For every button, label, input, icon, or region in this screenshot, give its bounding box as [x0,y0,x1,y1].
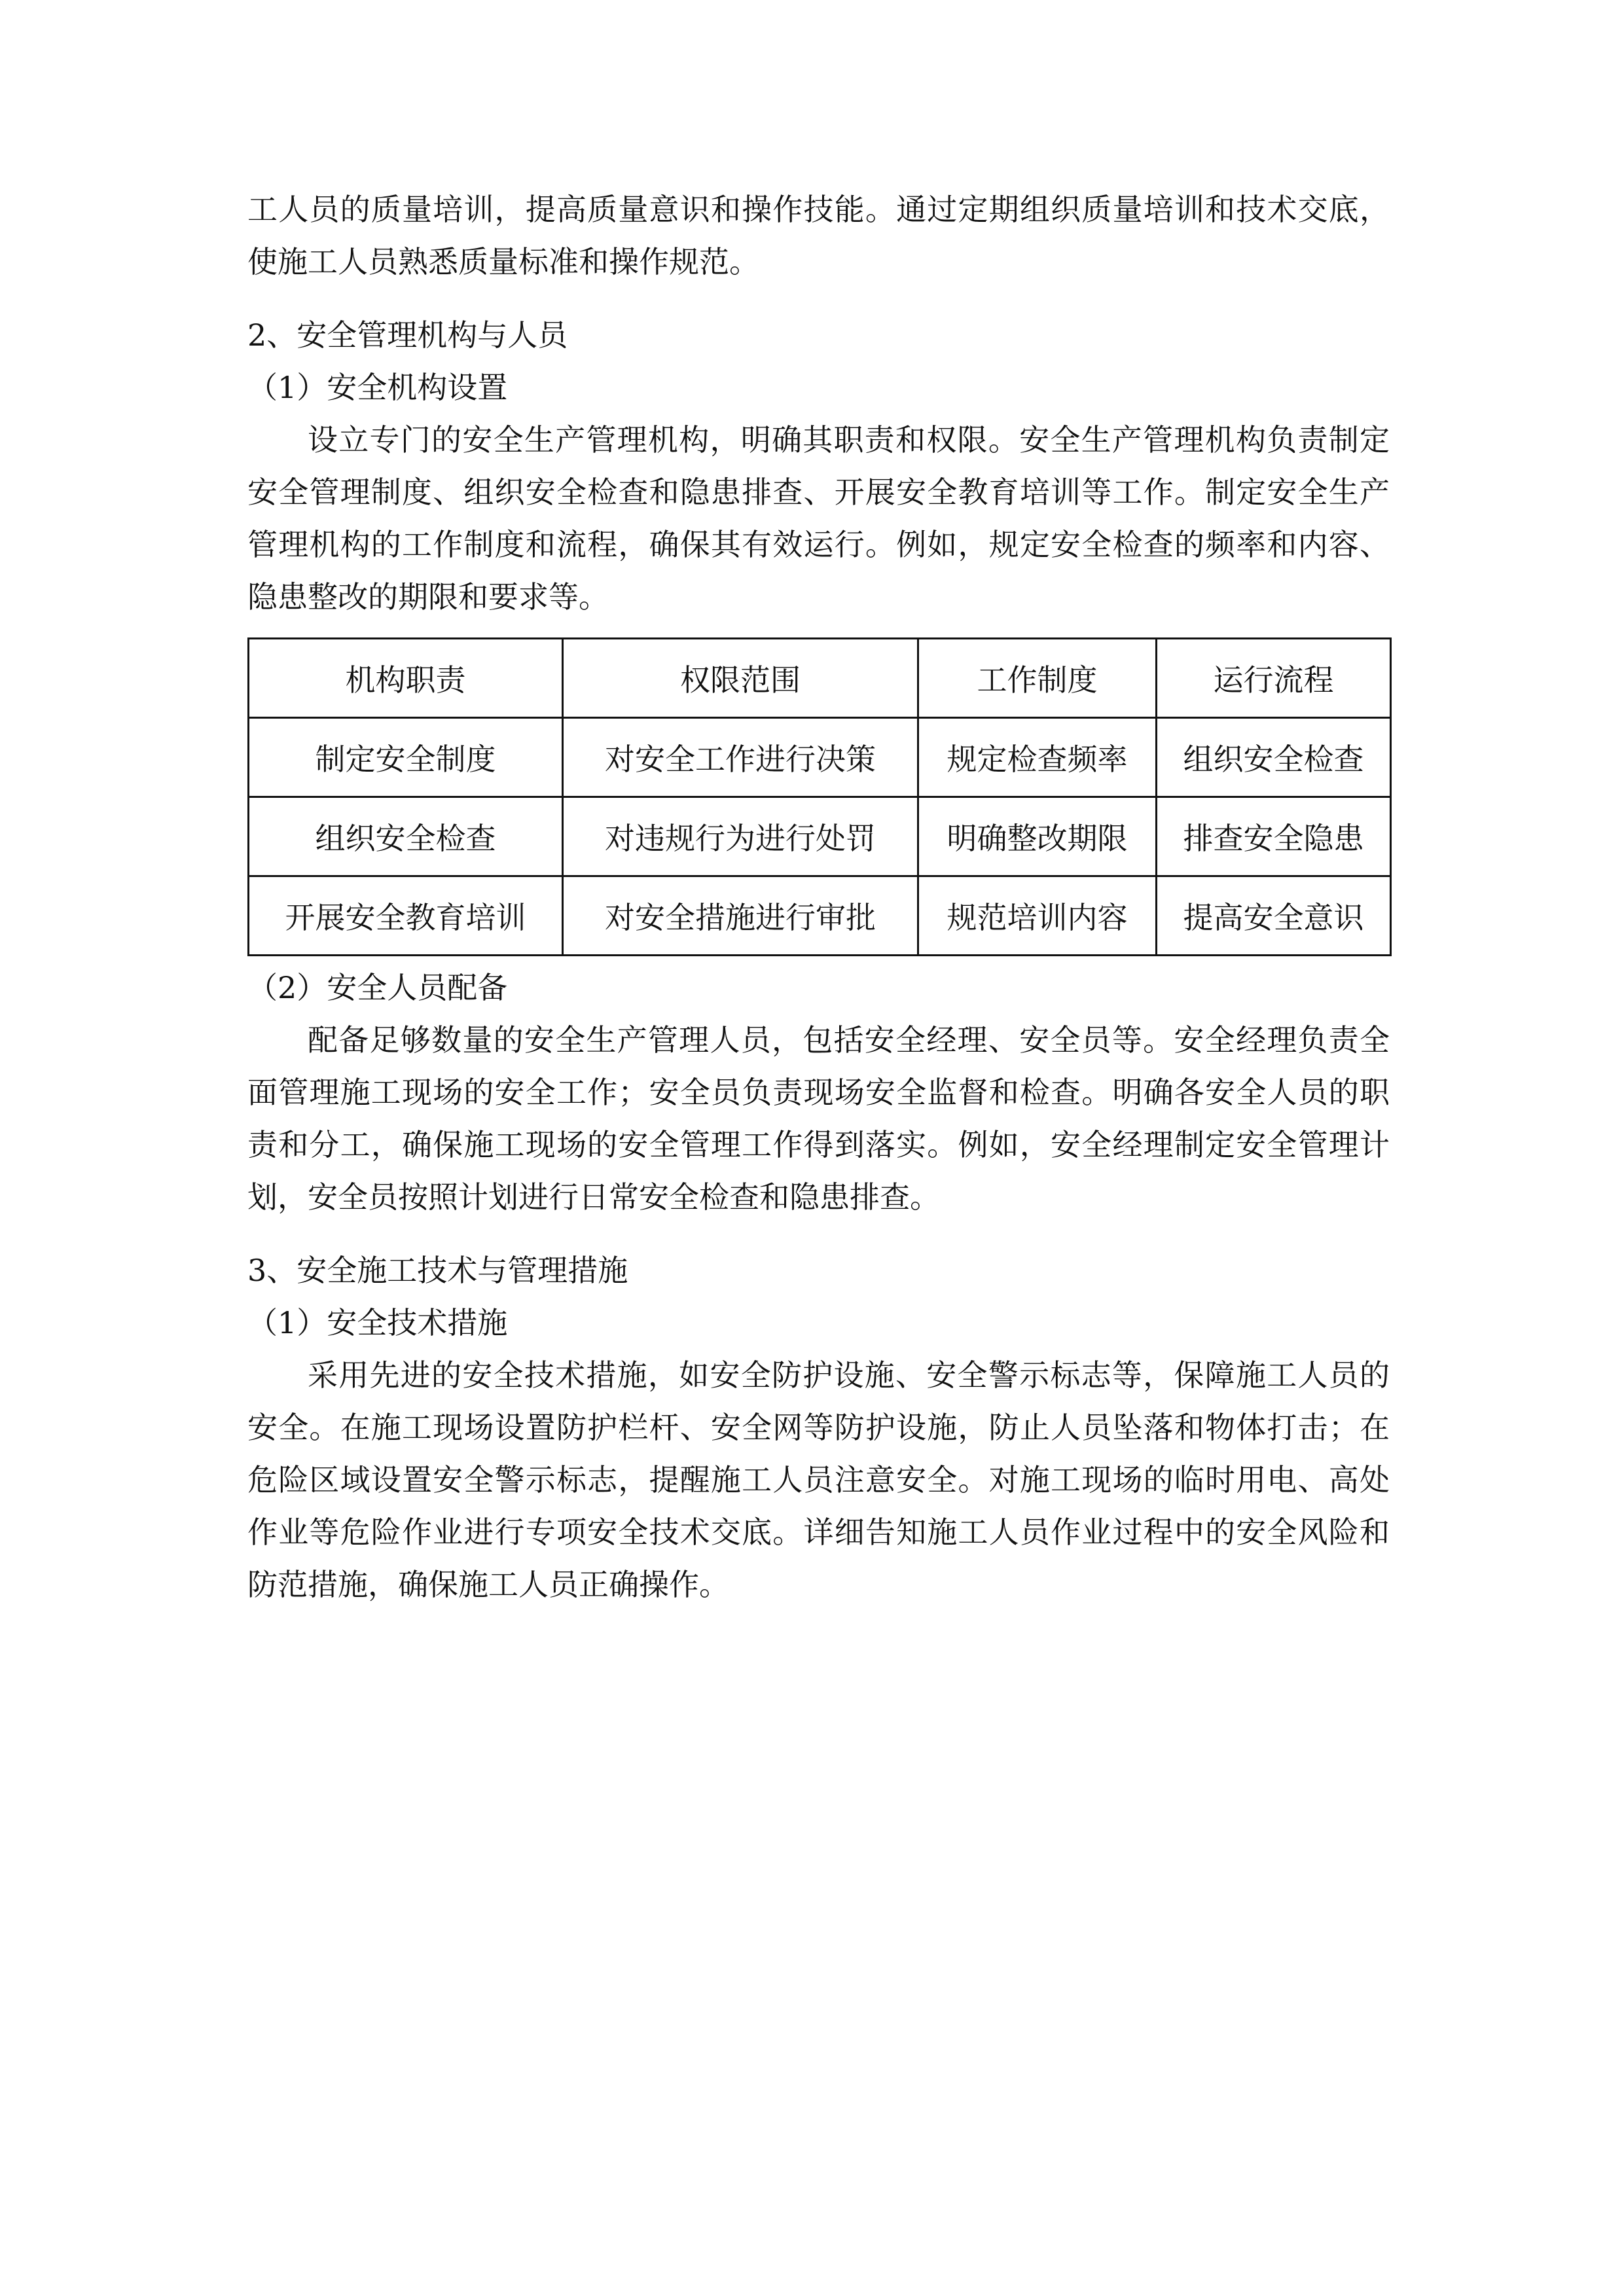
table-cell: 对安全工作进行决策 [563,718,918,797]
section-3-1-heading: （1）安全技术措施 [247,1305,508,1340]
table-cell: 制定安全制度 [249,718,563,797]
section-2-2-paragraph: 配备足够数量的安全生产管理人员，包括安全经理、安全员等。安全经理负责全面管理施工现场的安全工作；安全员负责现场安全监督和检查。明确各安全人员的职责和分工，确保施工现场的安全管理工作得到落实。例如，安全经理制定安全管理计划，安全员按照计划进行日常安全检查和隐患排查。 [247,1022,1390,1215]
safety-organization-table [247,637,1392,956]
intro-paragraph: 工人员的质量培训，提高质量意识和操作技能。通过定期组织质量培训和技术交底，使施工人员熟悉质量标准和操作规范。 [247,192,1390,279]
table-header-cell: 工作制度 [918,639,1157,718]
table-cell: 规定检查频率 [918,718,1157,797]
table-header-cell: 机构职责 [249,639,563,718]
table-row [249,797,1391,876]
section-2-1-heading: （1）安全机构设置 [247,370,508,405]
table-cell: 组织安全检查 [1157,718,1391,797]
table-cell: 提高安全意识 [1157,876,1391,956]
table-cell: 组织安全检查 [249,797,563,876]
table-header-cell: 权限范围 [563,639,918,718]
table-cell: 对违规行为进行处罚 [563,797,918,876]
table-header-cell: 运行流程 [1157,639,1391,718]
table-cell: 排查安全隐患 [1157,797,1391,876]
section-3-1-paragraph: 采用先进的安全技术措施，如安全防护设施、安全警示标志等，保障施工人员的安全。在施工现场设置防护栏杆、安全网等防护设施，防止人员坠落和物体打击；在危险区域设置安全警示标志，提醒施工人员注意安全。对施工现场的临时用电、高处作业等危险作业进行专项安全技术交底。详细告知施工人员作业过程中的安全风险和防范措施，确保施工人员正确操作。 [247,1357,1390,1602]
section-3-heading: 3、安全施工技术与管理措施 [247,1253,628,1288]
table-header-row [249,639,1391,718]
table-row [249,718,1391,797]
table-cell: 规范培训内容 [918,876,1157,956]
section-2-2-heading: （2）安全人员配备 [247,970,508,1005]
table-row [249,876,1391,956]
section-2-heading: 2、安全管理机构与人员 [247,317,568,353]
section-2-1-paragraph: 设立专门的安全生产管理机构，明确其职责和权限。安全生产管理机构负责制定安全管理制度、组织安全检查和隐患排查、开展安全教育培训等工作。制定安全生产管理机构的工作制度和流程，确保其有效运行。例如，规定安全检查的频率和内容、隐患整改的期限和要求等。 [247,422,1390,615]
table-cell: 对安全措施进行审批 [563,876,918,956]
table-cell: 开展安全教育培训 [249,876,563,956]
document-page [247,183,1390,1611]
table-cell: 明确整改期限 [918,797,1157,876]
